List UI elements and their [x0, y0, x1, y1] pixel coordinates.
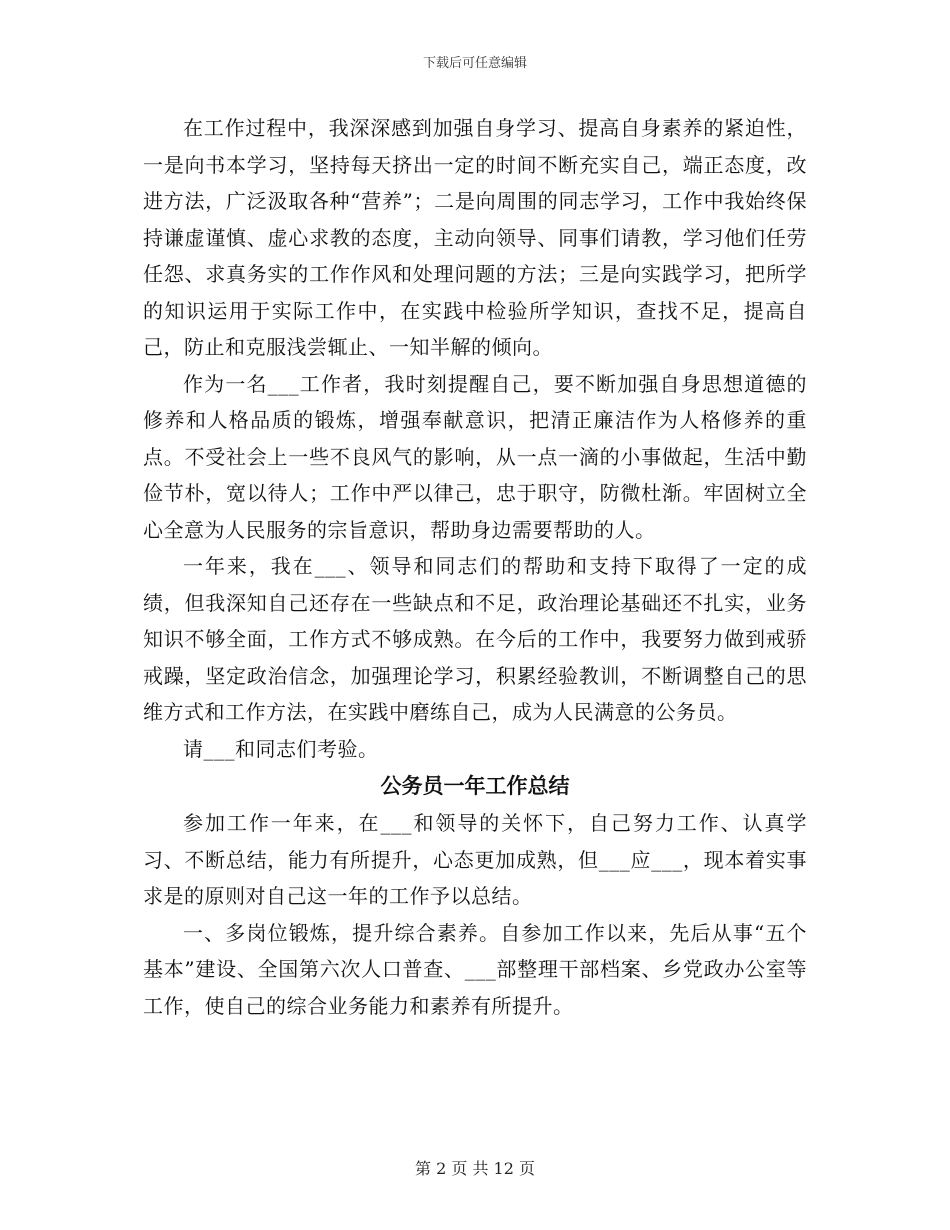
- document-body: [143, 110, 807, 1024]
- paragraph-year-review: 一年来，我在___、领导和同志们的帮助和支持下取得了一定的成绩，但我深知自己还存在一些缺点和不足，政治理论基础还不扎实，业务知识不够全面，工作方式不够成熟。在今后的工作中，我要努力做到戒骄戒躁，坚定政治信念，加强理论学习，积累经验教训，不断调整自己的思维方式和工作方法，在实践中磨练自己，成为人民满意的公务员。: [143, 554, 807, 724]
- paragraph-point-one: 一、多岗位锻炼，提升综合素养。自参加工作以来，先后从事“五个基本”建设、全国第六次人口普查、___部整理干部档案、乡党政办公室等工作，使自己的综合业务能力和素养有所提升。: [143, 920, 807, 1018]
- page-header: 下载后可任意编辑: [422, 56, 527, 71]
- paragraph-moral-cultivation: 作为一名___工作者，我时刻提醒自己，要不断加强自身思想道德的修养和人格品质的锻炼，增强奉献意识，把清正廉洁作为人格修养的重点。不受社会上一些不良风气的影响，从一点一滴的小事做起，生活中勤俭节朴，宽以待人；工作中严以律己，忠于职守，防微杜渐。牢固树立全心全意为人民服务的宗旨意识，帮助身边需要帮助的人。: [143, 371, 807, 542]
- section-title: 公务员一年工作总结: [380, 773, 570, 798]
- paragraph-study: 在工作过程中，我深深感到加强自身学习、提高自身素养的紧迫性，一是向书本学习，坚持每天挤出一定的时间不断充实自己，端正态度，改进方法，广泛汲取各种“营养”；二是向周围的同志学习，工作中我始终保持谦虚谨慎、虚心求教的态度，主动向领导、同事们请教，学习他们任劳任怨、求真务实的工作作风和处理问题的方法；三是向实践学习，把所学的知识运用于实际工作中，在实践中检验所学知识，查找不足，提高自己，防止和克服浅尝辄止、一知半解的倾向。: [143, 116, 807, 359]
- page-number: 第 2 页 共 12 页: [415, 1159, 535, 1178]
- paragraph-closing: 请___和同志们考验。: [183, 736, 379, 761]
- paragraph-intro: 参加工作一年来，在___和领导的关怀下，自己努力工作、认真学习、不断总结，能力有所提升，心态更加成熟，但___应___，现本着实事求是的原则对自己这一年的工作予以总结。: [143, 811, 807, 908]
